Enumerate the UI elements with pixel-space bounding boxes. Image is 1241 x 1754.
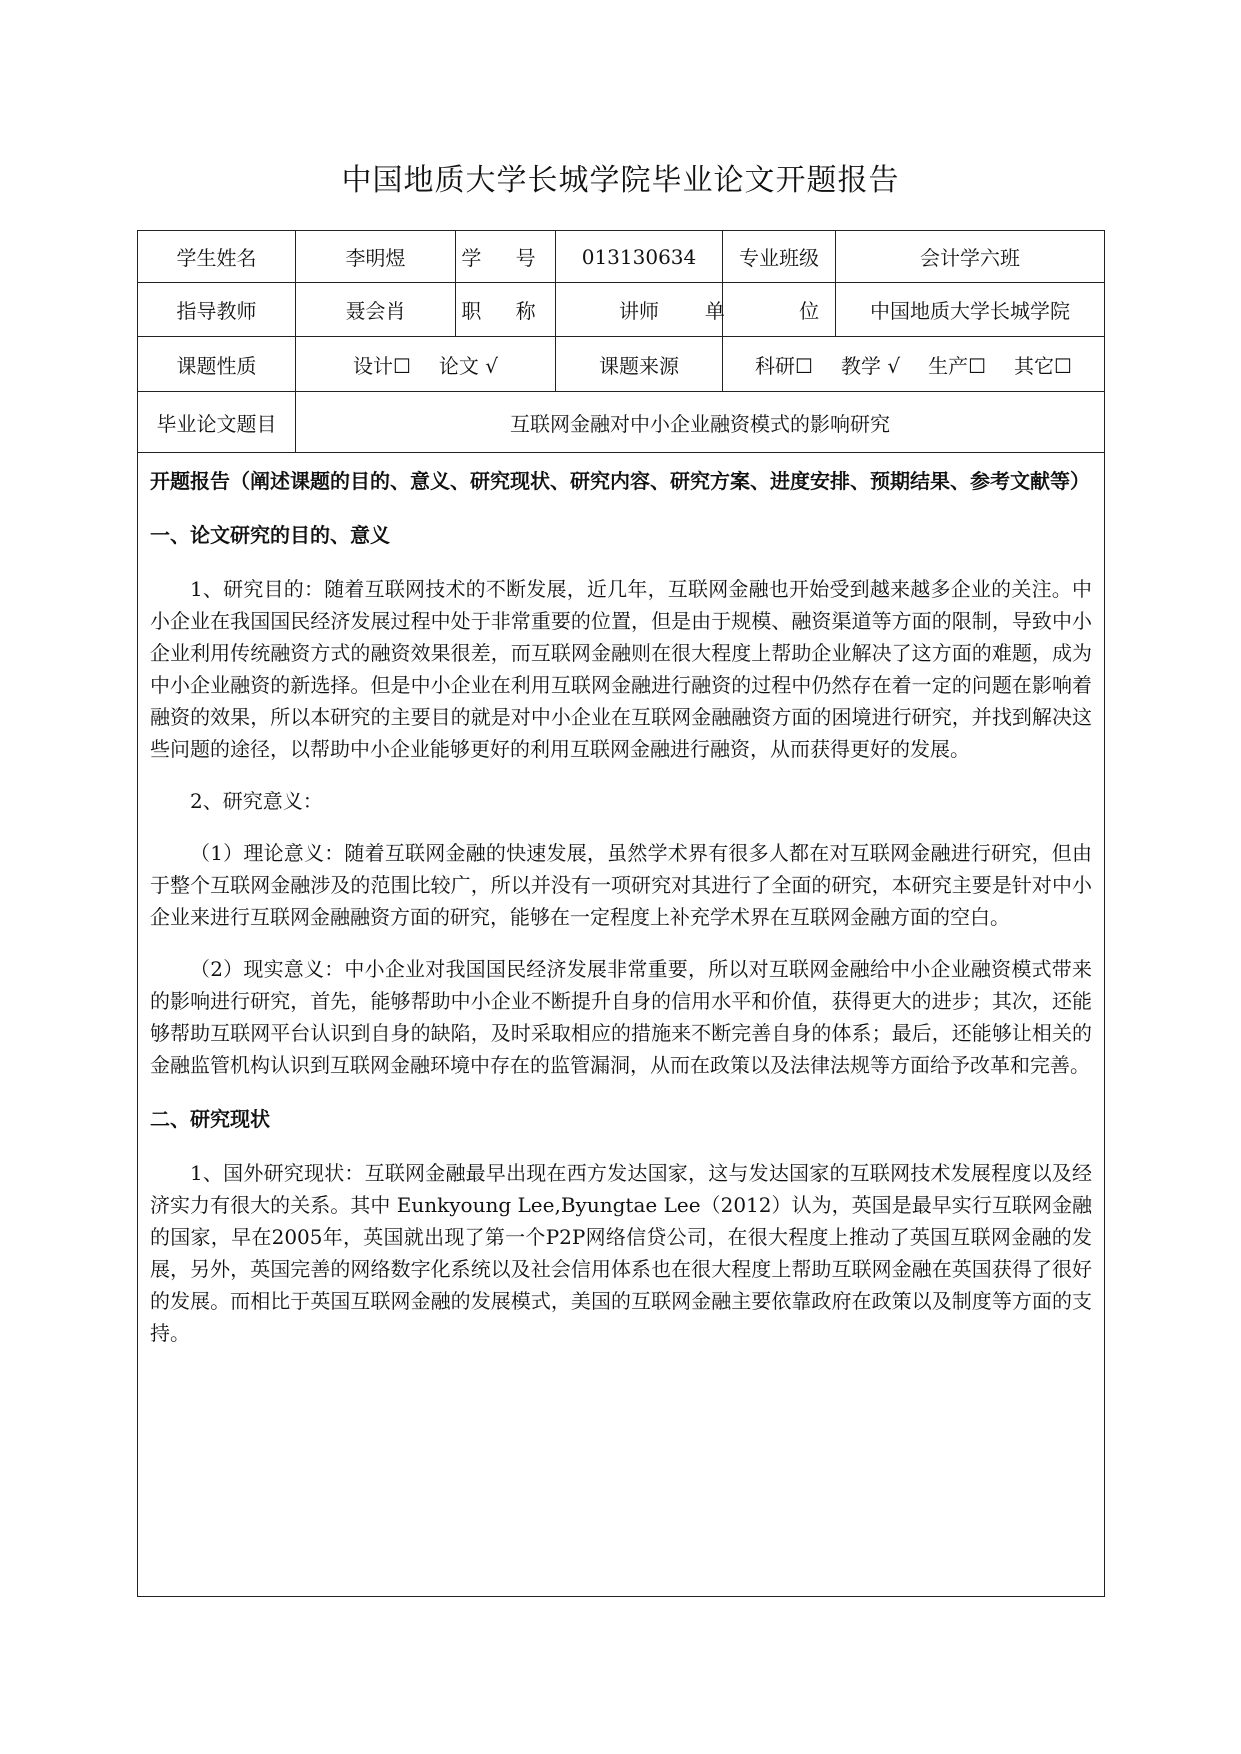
source-options [723,337,1104,391]
class-label: 专业班级 [723,231,836,282]
paragraph-research-significance: 2、研究意义： [190,789,323,813]
class-value: 会计学六班 [920,246,1020,270]
source-option-production[interactable]: 生产☐ [928,353,987,378]
source-label: 课题来源 [556,337,723,391]
proposal-form [137,230,1105,1597]
paragraph-foreign-research: 1、国外研究现状：互联网金融最早出现在西方发达国家，这与发达国家的互联网技术发展程度以及经济实力有很大的关系。其中 Eunkyoung Lee,Byungtae Lee（2012）认为，英国是最早实行互联网金融的国家，早在2005年，英国就出现了第一个P2P网络信贷公司，在很大程度上推动了英国互联网金融的发展，另外，英国完善的网络数字化系统以及社会信用体系也在很大程度上帮助互联网金融在英国获得了很好的发展。而相比于英国互联网金融的发展模式，美国的互联网金融主要依靠政府在政策以及制度等方面的支持。 [150,1161,1092,1345]
unit-value: 中国地质大学长城学院 [870,299,1070,323]
report-intro: 开题报告（阐述课题的目的、意义、研究现状、研究内容、研究方案、进度安排、预期结果、参考文献等） [150,469,1090,493]
student-name-label: 学生姓名 [138,231,296,282]
topic-value: 互联网金融对中小企业融资模式的影响研究 [510,411,890,436]
section-1-heading: 一、论文研究的目的、意义 [150,523,390,547]
form-row-nature [138,337,1104,392]
report-title: 中国地质大学长城学院毕业论文开题报告 [341,163,900,198]
professional-title-label: 职 称 [456,283,556,336]
form-row-student [138,231,1104,283]
paragraph-practical-significance: （2）现实意义：中小企业对我国国民经济发展非常重要，所以对互联网金融给中小企业融资模式带来的影响进行研究，首先，能够帮助中小企业不断提升自身的信用水平和价值，获得更大的进步；其次，还能够帮助互联网平台认识到自身的缺陷，及时采取相应的措施来不断完善自身的体系；最后，还能够让相关的金融监管机构认识到互联网金融环境中存在的监管漏洞，从而在政策以及法律法规等方面给予改革和完善。 [150,957,1092,1077]
source-option-other[interactable]: 其它☐ [1014,353,1072,378]
student-name-value: 李明煜 [296,231,456,282]
nature-option-design[interactable]: 设计☐ [352,353,411,378]
paragraph-research-purpose: 1、研究目的：随着互联网技术的不断发展，近几年，互联网金融也开始受到越来越多企业的关注。中小企业在我国国民经济发展过程中处于非常重要的位置，但是由于规模、融资渠道等方面的限制，导致中小企业利用传统融资方式的融资效果很差，而互联网金融则在很大程度上帮助企业解决了这方面的难题，成为中小企业融资的新选择。但是中小企业在利用互联网金融进行融资的过程中仍然存在着一定的问题在影响着融资的效果，所以本研究的主要目的就是对中小企业在互联网金融融资方面的困境进行研究，并找到解决这些问题的途径，以帮助中小企业能够更好的利用互联网金融进行融资，从而获得更好的发展。 [150,577,1092,761]
nature-label: 课题性质 [138,337,296,391]
unit-label: 单 位 [723,283,836,336]
topic-label: 毕业论文题目 [138,392,296,452]
section-2-heading: 二、研究现状 [150,1107,270,1131]
nature-options [296,337,556,391]
source-option-research[interactable]: 科研☐ [755,353,813,378]
form-row-topic [138,392,1104,453]
source-option-teaching[interactable]: 教学 √ [840,353,901,378]
nature-option-thesis[interactable]: 论文 √ [438,353,499,378]
form-row-advisor [138,283,1104,337]
report-body [138,453,1104,1349]
student-id-label: 学 号 [456,231,556,282]
advisor-value: 聂会肖 [296,283,456,336]
student-id-value: 013130634 [556,231,723,282]
professional-title-value: 讲师 [556,283,723,336]
advisor-label: 指导教师 [138,283,296,336]
paragraph-theoretical-significance: （1）理论意义：随着互联网金融的快速发展，虽然学术界有很多人都在对互联网金融进行研究，但由于整个互联网金融涉及的范围比较广，所以并没有一项研究对其进行了全面的研究，本研究主要是针对中小企业来进行互联网金融融资方面的研究，能够在一定程度上补充学术界在互联网金融方面的空白。 [150,841,1092,929]
